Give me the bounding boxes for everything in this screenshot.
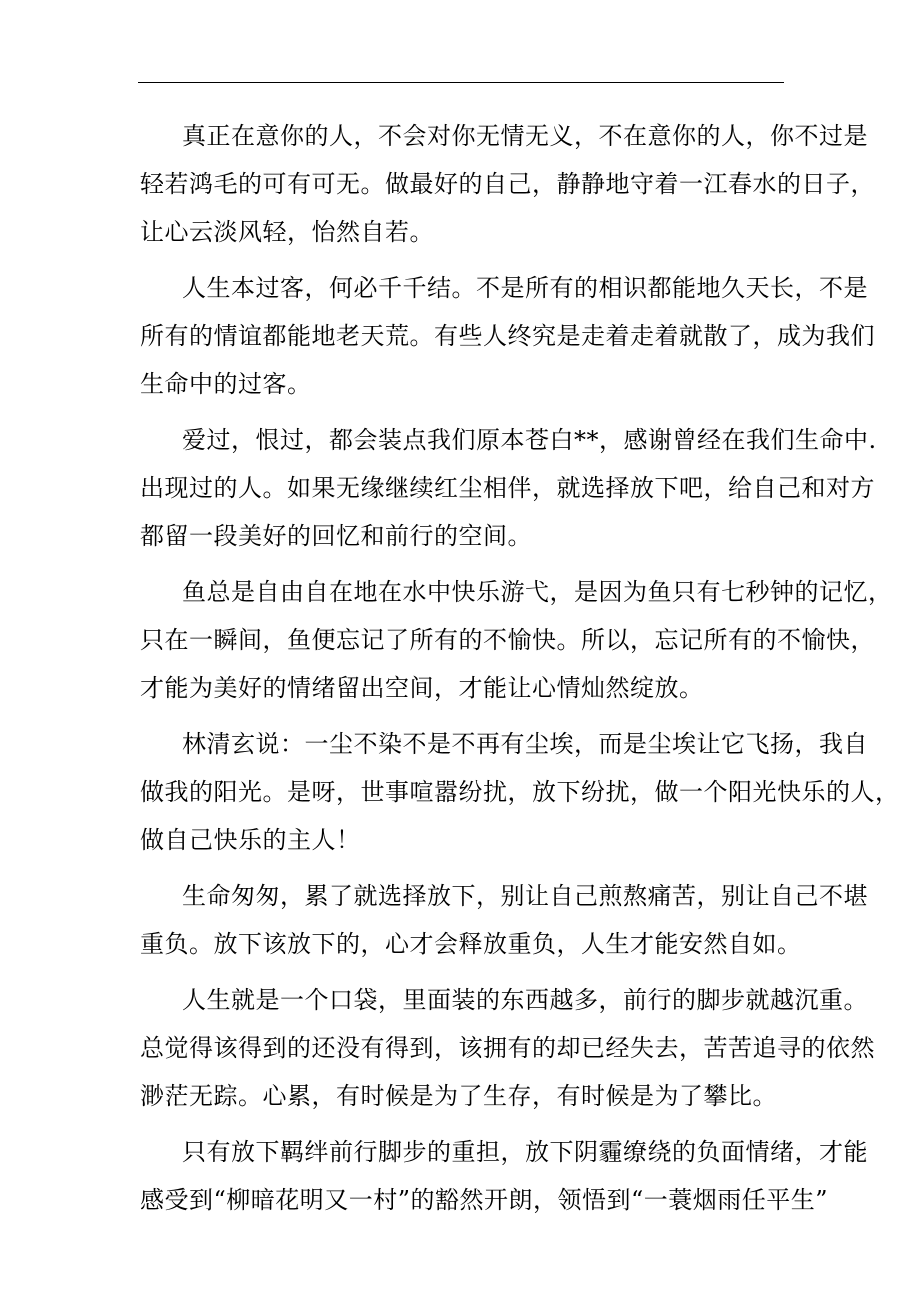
text-line: 让心云淡风轻，怡然自若。: [140, 218, 434, 246]
paragraph-4: [140, 568, 893, 712]
paragraph-3: [140, 416, 877, 560]
text-line: 重负。放下该放下的，心才会释放重负，人生才能安然自如。: [140, 930, 802, 958]
text-line: 鱼总是自由自在地在水中快乐游弋，是因为鱼只有七秒钟的记忆，: [182, 578, 893, 606]
text-line: 出现过的人。如果无缘继续红尘相伴，就选择放下吧，给自己和对方: [140, 474, 875, 502]
paragraph-1: [140, 112, 875, 256]
text-line: 生命匆匆，累了就选择放下，别让自己煎熬痛苦，别让自己不堪: [182, 882, 868, 910]
paragraph-2: [140, 264, 875, 408]
text-line: 轻若鸿毛的可有可无。做最好的自己，静静地守着一江春水的日子，: [140, 170, 875, 198]
text-line: 做自己快乐的主人！: [140, 826, 361, 854]
paragraph-8: [140, 1128, 868, 1224]
text-line: 人生就是一个口袋，里面装的东西越多，前行的脚步就越沉重。: [182, 986, 868, 1014]
paragraph-6: [140, 872, 868, 968]
text-line: 所有的情谊都能地老天荒。有些人终究是走着走着就散了，成为我们: [140, 322, 875, 350]
text-line: 只有放下羁绊前行脚步的重担，放下阴霾缭绕的负面情绪，才能: [182, 1138, 868, 1166]
paragraph-7: [140, 976, 875, 1120]
text-line: 总觉得该得到的还没有得到，该拥有的却已经失去，苦苦追寻的依然: [140, 1034, 875, 1062]
text-line: 人生本过客，何必千千结。不是所有的相识都能地久天长，不是: [182, 274, 868, 302]
paragraph-5: [140, 720, 900, 864]
text-line: 只在一瞬间，鱼便忘记了所有的不愉快。所以，忘记所有的不愉快，: [140, 626, 875, 654]
text-line: 都留一段美好的回忆和前行的空间。: [140, 522, 532, 550]
text-line: 爱过，恨过，都会装点我们原本苍白**，感谢曾经在我们生命中.: [182, 426, 877, 454]
text-line: 林清玄说：一尘不染不是不再有尘埃，而是尘埃让它飞扬，我自: [182, 730, 868, 758]
header-rule: [138, 82, 784, 83]
text-line: 才能为美好的情绪留出空间，才能让心情灿然绽放。: [140, 674, 704, 702]
text-line: 真正在意你的人，不会对你无情无义，不在意你的人，你不过是: [182, 122, 868, 150]
text-line: 生命中的过客。: [140, 370, 312, 398]
document-body: [140, 112, 900, 1232]
text-line: 感受到“柳暗花明又一村”的豁然开朗，领悟到“一蓑烟雨任平生”: [140, 1186, 829, 1214]
text-line: 做我的阳光。是呀，世事喧嚣纷扰，放下纷扰，做一个阳光快乐的人，: [140, 778, 900, 806]
text-line: 渺茫无踪。心累，有时候是为了生存，有时候是为了攀比。: [140, 1082, 777, 1110]
